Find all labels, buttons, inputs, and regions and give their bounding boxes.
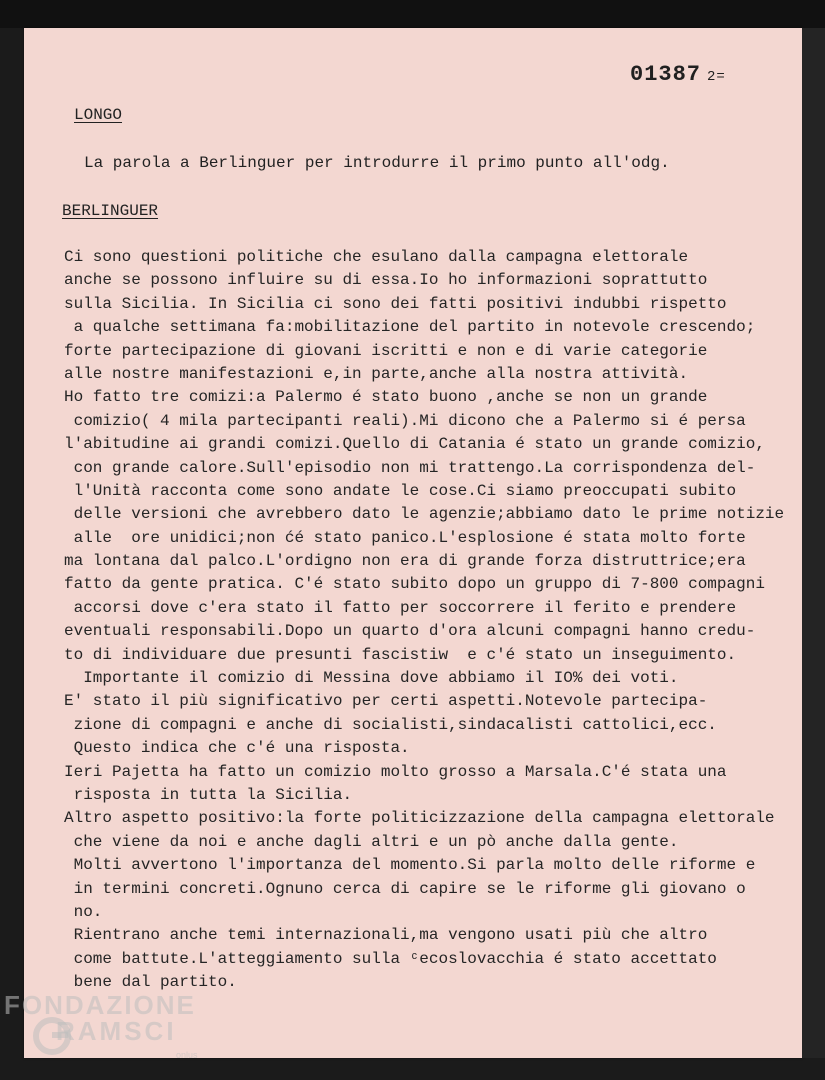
intro-line: La parola a Berlinguer per introdurre il primo punto all'odg. xyxy=(84,154,670,172)
speech-body xyxy=(64,246,804,995)
text-line: sulla Sicilia. In Sicilia ci sono dei fatti positivi indubbi rispetto xyxy=(64,294,727,313)
text-line: che viene da noi e anche dagli altri e un pò anche dalla gente. xyxy=(64,832,679,851)
text-line: no. xyxy=(64,902,103,921)
document-page xyxy=(24,28,802,1058)
text-line: fatto da gente pratica. C'é stato subito dopo un gruppo di 7-800 compagni xyxy=(64,575,765,594)
text-line: con grande calore.Sull'episodio non mi trattengo.La corrispondenza del- xyxy=(64,458,756,477)
text-line: anche se possono influire su di essa.Io ho informazioni soprattutto xyxy=(64,271,708,290)
text-line: E' stato il più significativo per certi aspetti.Notevole partecipa- xyxy=(64,692,708,711)
text-line: Molti avvertono l'importanza del momento.Si parla molto delle riforme e xyxy=(64,856,756,875)
text-line: accorsi dove c'era stato il fatto per soccorrere il ferito e prendere xyxy=(64,598,737,617)
speaker-longo: LONGO xyxy=(74,106,123,124)
document-number-value: 01387 xyxy=(630,62,702,87)
text-line: l'Unità racconta come sono andate le cose.Ci siamo preoccupati subito xyxy=(64,481,737,500)
text-line: to di individuare due presunti fascistiw e c'é stato un inseguimento. xyxy=(64,645,737,664)
text-line: alle ore unidici;non ćé stato panico.L'esplosione é stata molto forte xyxy=(64,528,746,547)
text-line: ma lontana dal palco.L'ordigno non era di grande forza distruttrice;era xyxy=(64,552,746,571)
text-line: alle nostre manifestazioni e,in parte,anche alla nostra attività. xyxy=(64,364,689,383)
text-line: eventuali responsabili.Dopo un quarto d'ora alcuni compagni hanno credu- xyxy=(64,622,756,641)
watermark-onlus: onlus xyxy=(176,1050,198,1060)
text-line: forte partecipazione di giovani iscritti e non e di varie categorie xyxy=(64,341,708,360)
watermark-line1: FONDAZIONE xyxy=(4,990,196,1020)
page-suffix: 2= xyxy=(707,69,726,85)
text-line: delle versioni che avrebbero dato le agenzie;abbiamo dato le prime notizie xyxy=(64,505,785,524)
speaker-berlinguer: BERLINGUER xyxy=(62,202,159,220)
text-line: Ci sono questioni politiche che esulano dalla campagna elettorale xyxy=(64,248,689,266)
text-line: in termini concreti.Ognuno cerca di capire se le riforme gli giovano o xyxy=(64,879,746,898)
text-line: bene dal partito. xyxy=(64,973,237,992)
text-line: Ieri Pajetta ha fatto un comizio molto grosso a Marsala.C'é stata una xyxy=(64,762,727,781)
scanner-top-band xyxy=(0,0,825,28)
fondazione-gramsci-watermark xyxy=(4,990,204,1080)
document-number xyxy=(630,62,726,87)
watermark-line2: RAMSCI xyxy=(56,1016,177,1046)
text-line: Rientrano anche temi internazionali,ma vengono usati più che altro xyxy=(64,926,708,945)
text-line: risposta in tutta la Sicilia. xyxy=(64,785,353,804)
text-line: Altro aspetto positivo:la forte politicizzazione della campagna elettorale xyxy=(64,809,775,828)
text-line: Questo indica che c'é una risposta. xyxy=(64,739,410,758)
scanner-right-edge xyxy=(802,28,825,1058)
text-line: zione di compagni e anche di socialisti,sindacalisti cattolici,ecc. xyxy=(64,715,717,734)
text-line: Importante il comizio di Messina dove abbiamo il IO% dei voti. xyxy=(64,669,679,688)
text-line: Ho fatto tre comizi:a Palermo é stato buono ,anche se non un grande xyxy=(64,388,708,407)
text-line: comizio( 4 mila partecipanti reali).Mi dicono che a Palermo si é persa xyxy=(64,411,746,430)
text-line: a qualche settimana fa:mobilitazione del partito in notevole crescendo; xyxy=(64,318,756,337)
text-line: come battute.L'atteggiamento sulla ᶜecoslovacchia é stato accettato xyxy=(64,949,717,968)
text-line: l'abitudine ai grandi comizi.Quello di Catania é stato un grande comizio, xyxy=(64,435,765,454)
